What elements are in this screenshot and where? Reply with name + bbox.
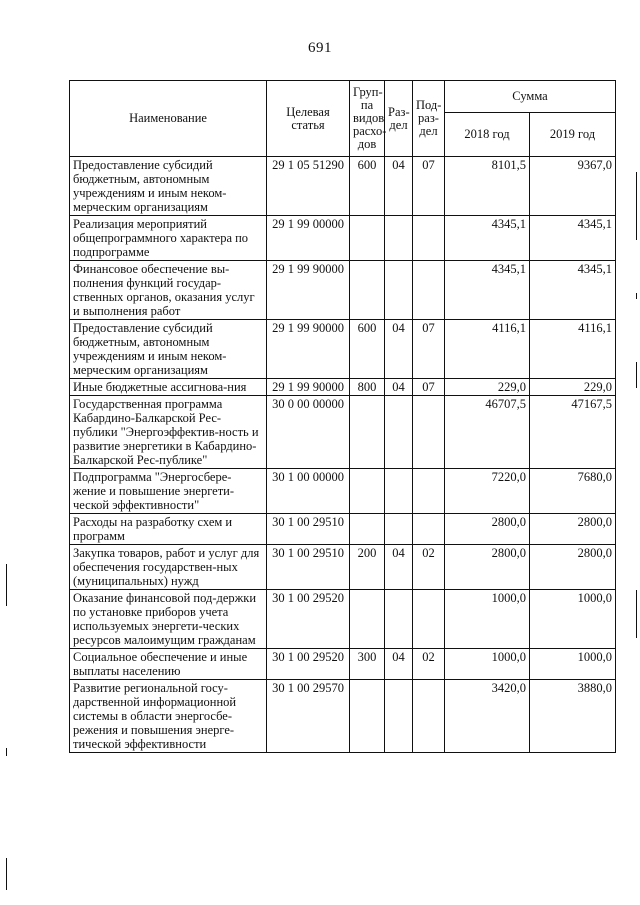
row-code: 30 0 00 00000 <box>267 396 350 469</box>
row-2018: 229,0 <box>445 379 530 396</box>
page-number: 691 <box>308 40 332 56</box>
row-2018: 4116,1 <box>445 320 530 379</box>
row-name: Реализация мероприятий общепрограммного характера по подпрограмме <box>70 216 267 261</box>
table-row <box>70 680 616 753</box>
row-subsection: 07 <box>413 379 445 396</box>
row-name: Социальное обеспечение и иные выплаты населению <box>70 649 267 680</box>
header-sum: Сумма <box>445 81 616 113</box>
row-subsection <box>413 396 445 469</box>
row-code: 30 1 00 29520 <box>267 590 350 649</box>
row-code: 29 1 05 51290 <box>267 157 350 216</box>
row-code: 29 1 99 90000 <box>267 261 350 320</box>
row-group: 300 <box>350 649 385 680</box>
row-2019: 47167,5 <box>530 396 616 469</box>
scan-mark-right <box>636 172 637 240</box>
row-group <box>350 261 385 320</box>
row-group: 600 <box>350 320 385 379</box>
row-group <box>350 396 385 469</box>
row-group <box>350 216 385 261</box>
header-target-article: Целевая статья <box>267 81 350 157</box>
row-2018: 4345,1 <box>445 216 530 261</box>
row-section <box>385 469 413 514</box>
row-code: 30 1 00 00000 <box>267 469 350 514</box>
row-name: Государственная программа Кабардино-Балкарской Рес-публики "Энергоэффектив-ность и развитие энергетики в Кабардино-Балкарской Рес-публике" <box>70 396 267 469</box>
row-code: 30 1 00 29570 <box>267 680 350 753</box>
row-section: 04 <box>385 320 413 379</box>
row-group <box>350 680 385 753</box>
table-row <box>70 216 616 261</box>
scan-mark-right <box>636 293 637 299</box>
row-group <box>350 514 385 545</box>
scan-mark-left <box>6 564 7 606</box>
row-subsection: 02 <box>413 545 445 590</box>
row-2018: 3420,0 <box>445 680 530 753</box>
row-name: Предоставление субсидий бюджетным, автономным учреждениям и иным неком-мерческим организациям <box>70 157 267 216</box>
header-subsection: Под-раз-дел <box>413 81 445 157</box>
table-row <box>70 379 616 396</box>
row-subsection <box>413 469 445 514</box>
header-year-2019: 2019 год <box>530 113 616 157</box>
row-subsection: 02 <box>413 649 445 680</box>
row-subsection: 07 <box>413 320 445 379</box>
row-subsection: 07 <box>413 157 445 216</box>
table-row <box>70 469 616 514</box>
row-2019: 4345,1 <box>530 261 616 320</box>
row-code: 29 1 99 00000 <box>267 216 350 261</box>
row-name: Подпрограмма "Энергосбере-жение и повышение энергети-ческой эффективности" <box>70 469 267 514</box>
row-section <box>385 680 413 753</box>
row-code: 29 1 99 90000 <box>267 320 350 379</box>
row-2018: 1000,0 <box>445 649 530 680</box>
header-expense-group: Груп-па видов расхо-дов <box>350 81 385 157</box>
row-section <box>385 216 413 261</box>
row-2019: 229,0 <box>530 379 616 396</box>
row-name: Оказание финансовой под-держки по установке приборов учета используемых энергети-ческих ресурсов малоимущим гражданам <box>70 590 267 649</box>
row-section <box>385 396 413 469</box>
row-group: 200 <box>350 545 385 590</box>
table-row <box>70 590 616 649</box>
row-2018: 1000,0 <box>445 590 530 649</box>
row-section: 04 <box>385 545 413 590</box>
row-2019: 1000,0 <box>530 649 616 680</box>
row-2018: 8101,5 <box>445 157 530 216</box>
row-name: Развитие региональной госу-дарственной информационной системы в области энергосбе-режения и повышения энерге-тической эффективности <box>70 680 267 753</box>
row-section: 04 <box>385 379 413 396</box>
row-group <box>350 590 385 649</box>
header-section: Раз-дел <box>385 81 413 157</box>
row-code: 30 1 00 29510 <box>267 545 350 590</box>
table-row <box>70 396 616 469</box>
row-2019: 3880,0 <box>530 680 616 753</box>
row-2018: 4345,1 <box>445 261 530 320</box>
row-subsection <box>413 680 445 753</box>
table-row <box>70 261 616 320</box>
budget-table <box>69 80 616 753</box>
row-2019: 9367,0 <box>530 157 616 216</box>
row-subsection <box>413 261 445 320</box>
row-code: 30 1 00 29520 <box>267 649 350 680</box>
row-subsection <box>413 216 445 261</box>
row-subsection <box>413 590 445 649</box>
scan-mark-left <box>6 748 7 756</box>
row-2018: 2800,0 <box>445 545 530 590</box>
row-name: Финансовое обеспечение вы-полнения функций государ-ственных органов, оказания услуг и выполнения работ <box>70 261 267 320</box>
row-code: 29 1 99 90000 <box>267 379 350 396</box>
row-section: 04 <box>385 649 413 680</box>
row-name: Расходы на разработку схем и программ <box>70 514 267 545</box>
row-code: 30 1 00 29510 <box>267 514 350 545</box>
row-section <box>385 514 413 545</box>
table-row <box>70 545 616 590</box>
row-2018: 7220,0 <box>445 469 530 514</box>
header-year-2018: 2018 год <box>445 113 530 157</box>
table-row <box>70 320 616 379</box>
table-row <box>70 514 616 545</box>
scan-mark-left <box>6 858 7 890</box>
row-group: 800 <box>350 379 385 396</box>
row-2019: 7680,0 <box>530 469 616 514</box>
row-2019: 2800,0 <box>530 545 616 590</box>
row-group: 600 <box>350 157 385 216</box>
row-2018: 46707,5 <box>445 396 530 469</box>
row-group <box>350 469 385 514</box>
row-section: 04 <box>385 157 413 216</box>
row-subsection <box>413 514 445 545</box>
scan-mark-right <box>636 362 637 388</box>
row-section <box>385 261 413 320</box>
row-2019: 1000,0 <box>530 590 616 649</box>
row-name: Иные бюджетные ассигнова-ния <box>70 379 267 396</box>
header-name: Наименование <box>70 81 267 157</box>
row-name: Предоставление субсидий бюджетным, автономным учреждениям и иным неком-мерческим организациям <box>70 320 267 379</box>
row-2019: 2800,0 <box>530 514 616 545</box>
row-name: Закупка товаров, работ и услуг для обеспечения государствен-ных (муниципальных) нужд <box>70 545 267 590</box>
table-row <box>70 157 616 216</box>
row-section <box>385 590 413 649</box>
scan-mark-right <box>636 590 637 638</box>
row-2019: 4116,1 <box>530 320 616 379</box>
row-2019: 4345,1 <box>530 216 616 261</box>
table-row <box>70 649 616 680</box>
row-2018: 2800,0 <box>445 514 530 545</box>
